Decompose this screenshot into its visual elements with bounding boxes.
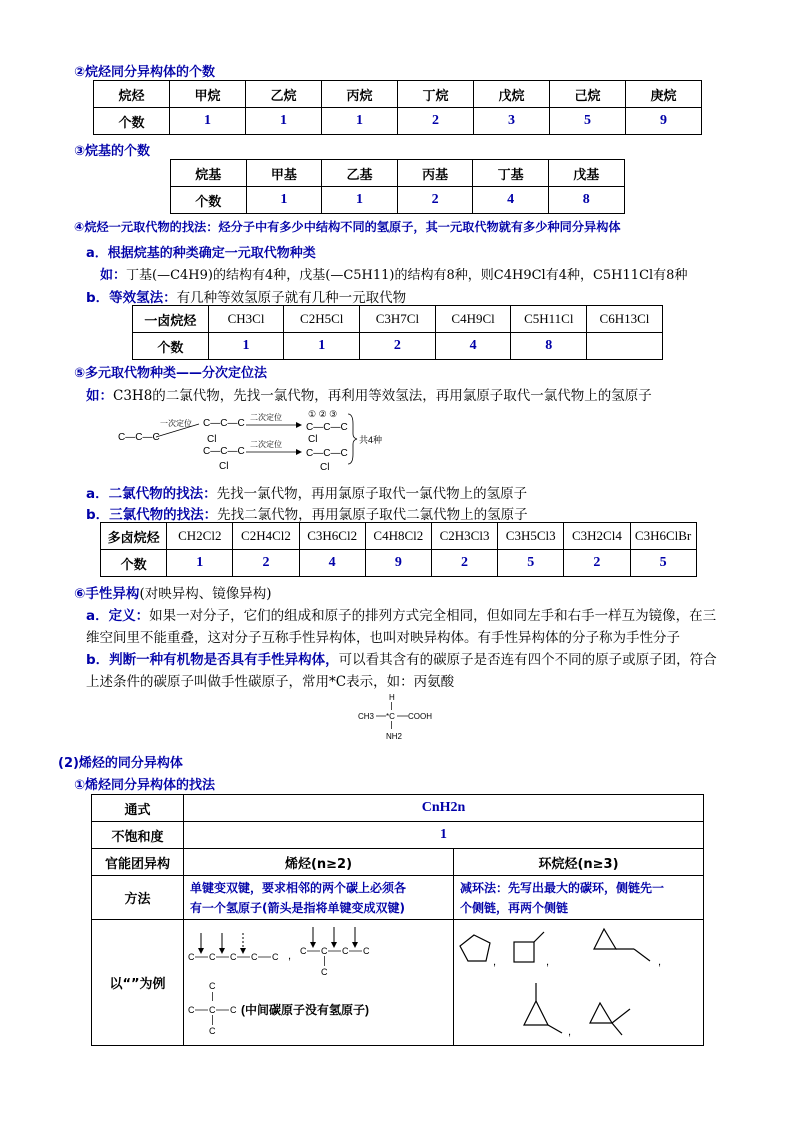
- table-cell: 丙烷: [322, 81, 398, 108]
- scheme-step1: 一次定位: [160, 419, 192, 428]
- scheme-cl: Cl: [308, 434, 318, 445]
- bond-line: [612, 1009, 630, 1023]
- table-row: [92, 876, 704, 920]
- table-cell: 8: [548, 187, 624, 214]
- table-cell: 1: [284, 333, 360, 360]
- table-cell: 4: [435, 333, 511, 360]
- bond-line: [634, 949, 650, 961]
- table-cell: 5: [550, 108, 626, 135]
- table-row: [92, 849, 704, 876]
- table-cell: 个数: [94, 108, 170, 135]
- point-b-text: 先找二氯代物，再用氯原子取代二氯代物上的氢原子: [217, 507, 528, 523]
- atom-c: C: [209, 1025, 216, 1036]
- brace-icon: [348, 414, 357, 464]
- table-cell: 5: [630, 550, 696, 577]
- separator-comma: ,: [288, 949, 292, 962]
- table-cell: 方法: [92, 876, 184, 920]
- alanine-nh2: NH2: [386, 732, 403, 741]
- section-title-alkyl-count: ③烷基的个数: [74, 144, 151, 159]
- arrow-down-icon: [198, 948, 204, 954]
- cyclopropane-shape: [524, 1001, 548, 1025]
- table-cell: 9: [365, 550, 431, 577]
- atom-c: C: [300, 945, 307, 956]
- arrow-down-icon: [310, 942, 316, 948]
- scheme-start: C—C—C: [118, 432, 160, 443]
- table-cell: 3: [474, 108, 550, 135]
- scheme-positions: ① ② ③: [308, 409, 338, 419]
- table-cell: 戊基: [548, 160, 624, 187]
- table-cell: 1: [322, 187, 398, 214]
- table-row: [133, 333, 663, 360]
- cyclopropane-shape: [590, 1003, 612, 1023]
- atom-c: C: [230, 951, 237, 962]
- table-cell: C3H7Cl: [360, 306, 436, 333]
- atom-c: C: [209, 951, 216, 962]
- alkyl-count-table: [170, 159, 625, 214]
- section-title-alkane-isomers: ②烷烃同分异构体的个数: [74, 65, 216, 80]
- table-cell: 个数: [133, 333, 209, 360]
- table-cell: 庚烷: [626, 81, 702, 108]
- method-alkene-line2: 有一个氢原子(箭头是指将单键变成双键): [190, 900, 405, 915]
- scheme-chain: C—C—C: [306, 422, 348, 433]
- table-cell: 甲基: [246, 160, 322, 187]
- scheme-chain: C—C—C: [306, 448, 348, 459]
- alanine-chiral-c: *C: [386, 712, 395, 721]
- alkene-isomer-table: [91, 794, 704, 1046]
- cyclopropane-shape: [594, 929, 616, 949]
- atom-c: C: [188, 1004, 195, 1015]
- atom-c: C: [321, 966, 328, 977]
- arrow-down-icon: [240, 948, 246, 954]
- point-a-label: a．二氯代物的找法：: [86, 486, 217, 502]
- table-row: [171, 187, 625, 214]
- table-cell: 通式: [92, 795, 184, 822]
- bond-line: [612, 1023, 622, 1035]
- table-cell: C4H8Cl2: [365, 523, 431, 550]
- table-cell: 1: [246, 108, 322, 135]
- table-cell: 1: [208, 333, 284, 360]
- method-alkene-line1: 单键变双键，要求相邻的两个碳上必须各: [190, 880, 407, 895]
- cyclobutane-shape: [514, 942, 534, 962]
- atom-c: C: [363, 945, 370, 956]
- table-cell: 1: [322, 108, 398, 135]
- atom-c: C: [321, 945, 328, 956]
- example-label: 如：: [86, 388, 113, 404]
- table-cell: 丁烷: [398, 81, 474, 108]
- separator-comma: ,: [546, 955, 550, 968]
- table-cell: 烷烃: [94, 81, 170, 108]
- section-title-chirality: [74, 582, 271, 602]
- unsaturation-value: 1: [184, 822, 704, 849]
- table-cell: 一卤烷烃: [133, 306, 209, 333]
- section-subtitle-alkene-method: ①烯烃同分异构体的找法: [74, 778, 216, 793]
- general-formula: CnH2n: [184, 795, 704, 822]
- dichloro-scheme: [112, 404, 412, 476]
- table-cell: C4H9Cl: [435, 306, 511, 333]
- table-cell: 个数: [101, 550, 167, 577]
- table-cell: 丁基: [473, 160, 549, 187]
- scheme-total: 共4种: [359, 435, 383, 445]
- table-cell: C2H4Cl2: [233, 523, 299, 550]
- definition-text: 如果一对分子，它们的组成和原子的排列方式完全相同，但如同左手和右手一样互为镜像，在三: [149, 608, 717, 624]
- point-b-label: b．三氯代物的找法：: [86, 507, 218, 523]
- section-title-poly-substitution: ⑤多元取代物种类——分次定位法: [74, 366, 268, 381]
- table-cell: 官能团异构: [92, 849, 184, 876]
- bond-line: [534, 932, 544, 942]
- table-cell: [454, 920, 704, 1046]
- table-cell: 戊烷: [474, 81, 550, 108]
- point-b-trichloro: [86, 503, 528, 523]
- table-cell: 丙基: [397, 160, 473, 187]
- scheme-cl: Cl: [320, 462, 330, 473]
- table-cell: C3H2Cl4: [564, 523, 630, 550]
- arrowhead-icon: [296, 422, 302, 428]
- point-a-alkyl-method: a．根据烷基的种类确定一元取代物种类: [86, 246, 316, 261]
- method-cyclo-line1: 减环法：先写出最大的碳环，侧链先一: [460, 880, 665, 895]
- chirality-judgement: [86, 648, 717, 668]
- table-row: [171, 160, 625, 187]
- table-cell: C6H13Cl: [587, 306, 663, 333]
- table-cell: 己烷: [550, 81, 626, 108]
- table-row: [101, 550, 697, 577]
- table-row: [94, 108, 702, 135]
- scheme-step2: 二次定位: [250, 413, 282, 422]
- table-cell: C3H5Cl3: [498, 523, 564, 550]
- table-cell: C2H5Cl: [284, 306, 360, 333]
- chirality-judgement-line2: 上述条件的碳原子叫做手性碳原子，常用*C表示，如：丙氨酸: [86, 674, 455, 690]
- table-row: [94, 81, 702, 108]
- arrow-down-icon: [352, 942, 358, 948]
- table-cell: 5: [498, 550, 564, 577]
- arrow-down-icon: [219, 948, 225, 954]
- point-a-text: 先找一氯代物，再用氯原子取代一氯代物上的氢原子: [216, 486, 528, 502]
- scheme-cl: Cl: [207, 434, 217, 445]
- point-a-dichloro: [86, 482, 527, 502]
- table-cell: 1: [170, 108, 246, 135]
- atom-c: C: [209, 1004, 216, 1015]
- chirality-definition-line2: 维空间里不能重叠，这对分子互称手性异构体，也叫对映异构体。有手性异构体的分子称为手性分子: [86, 630, 680, 646]
- table-cell: 9: [626, 108, 702, 135]
- atom-c: C: [188, 951, 195, 962]
- scheme-step2: 二次定位: [250, 440, 282, 449]
- alanine-h: H: [389, 693, 395, 702]
- table-row: [133, 306, 663, 333]
- arrow-down-icon: [331, 942, 337, 948]
- chirality-definition: [86, 604, 716, 624]
- chirality-title-rest: (对映异构、镜像异构): [139, 586, 272, 602]
- table-cell: 2: [360, 333, 436, 360]
- table-cell: 2: [398, 108, 474, 135]
- table-row: [92, 822, 704, 849]
- table-cell: CH3Cl: [208, 306, 284, 333]
- point-b-label: b．等效氢法：: [86, 290, 177, 306]
- example-label: 如：: [100, 268, 127, 283]
- table-cell: C2H3Cl3: [431, 523, 497, 550]
- method-cyclo-line2: 个侧链，再两个侧链: [460, 900, 569, 915]
- atom-c: C: [272, 951, 279, 962]
- atom-c: C: [342, 945, 349, 956]
- table-cell: 2: [564, 550, 630, 577]
- alanine-structure: [356, 690, 446, 744]
- atom-c: C: [251, 951, 258, 962]
- scheme-cl: Cl: [219, 461, 229, 472]
- table-cell: C3H6ClBr: [630, 523, 696, 550]
- separator-comma: ,: [658, 955, 662, 968]
- table-row: [92, 795, 704, 822]
- alanine-ch3: CH3: [358, 712, 375, 721]
- point-b-equivalent-h: [86, 286, 406, 306]
- cyclopentane-shape: [460, 935, 490, 961]
- note-no-hydrogen: (中间碳原子没有氢原子): [241, 1002, 369, 1017]
- table-cell: C5H11Cl: [511, 306, 587, 333]
- table-cell: 烯烃(n≥2): [184, 849, 454, 876]
- alkane-isomer-table: [93, 80, 702, 135]
- definition-label: a．定义：: [86, 608, 150, 624]
- scheme-chain: C—C—C: [203, 446, 245, 457]
- table-cell: 8: [511, 333, 587, 360]
- table-cell: [184, 920, 454, 1046]
- arrowhead-icon: [296, 449, 302, 455]
- section-title-alkene-isomers: (2)烯烃的同分异构体: [58, 756, 183, 771]
- judgement-text: 可以看其含有的碳原子是否连有四个不同的原子或原子团，符合: [338, 652, 717, 668]
- example-text: C3H8的二氯代物，先找一氯代物，再利用等效氢法，再用氯原子取代一氯代物上的氢原子: [113, 388, 652, 404]
- table-row: [92, 920, 704, 1046]
- table-cell: 不饱和度: [92, 822, 184, 849]
- atom-c: C: [230, 1004, 237, 1015]
- example-line: [86, 384, 652, 404]
- table-cell: [587, 333, 663, 360]
- table-cell: 以“”为例: [92, 920, 184, 1046]
- table-cell: [454, 876, 704, 920]
- chirality-title: ⑥手性异构: [74, 586, 140, 602]
- table-cell: 环烷烃(n≥3): [454, 849, 704, 876]
- table-cell: 多卤烷烃: [101, 523, 167, 550]
- cycloalkane-examples: [454, 921, 702, 1041]
- polyhalide-table: [100, 522, 697, 577]
- table-cell: 乙基: [322, 160, 398, 187]
- bond-line: [548, 1025, 562, 1033]
- table-cell: 乙烷: [246, 81, 322, 108]
- atom-c: C: [209, 980, 216, 991]
- separator-comma: ,: [493, 955, 497, 968]
- table-cell: [184, 876, 454, 920]
- table-cell: 烷基: [171, 160, 247, 187]
- point-b-text: 有几种等效氢原子就有几种一元取代物: [176, 290, 407, 306]
- table-cell: 2: [233, 550, 299, 577]
- table-cell: C3H6Cl2: [299, 523, 365, 550]
- table-cell: 个数: [171, 187, 247, 214]
- monohalide-table: [132, 305, 663, 360]
- scheme-chain: C—C—C: [203, 418, 245, 429]
- table-cell: 1: [167, 550, 233, 577]
- table-cell: 4: [473, 187, 549, 214]
- example-line: [100, 264, 687, 283]
- table-cell: CH2Cl2: [167, 523, 233, 550]
- table-cell: 2: [397, 187, 473, 214]
- table-cell: 甲烷: [170, 81, 246, 108]
- judgement-label: b．判断一种有机物是否具有手性异构体，: [86, 652, 339, 668]
- table-cell: 2: [431, 550, 497, 577]
- alkene-examples: [184, 921, 452, 1041]
- example-text: 丁基(—C4H9)的结构有4种，戊基(—C5H11)的结构有8种，则C4H9Cl有4种，C5H11Cl有8种: [126, 268, 688, 283]
- section-title-mono-substitution: ④烷烃一元取代物的找法：烃分子中有多少中结构不同的氢原子，其一元取代物就有多少种同分异构体: [74, 220, 621, 234]
- alanine-cooh: COOH: [408, 712, 432, 721]
- separator-comma: ,: [568, 1025, 572, 1038]
- table-cell: 1: [246, 187, 322, 214]
- table-row: [101, 523, 697, 550]
- table-cell: 4: [299, 550, 365, 577]
